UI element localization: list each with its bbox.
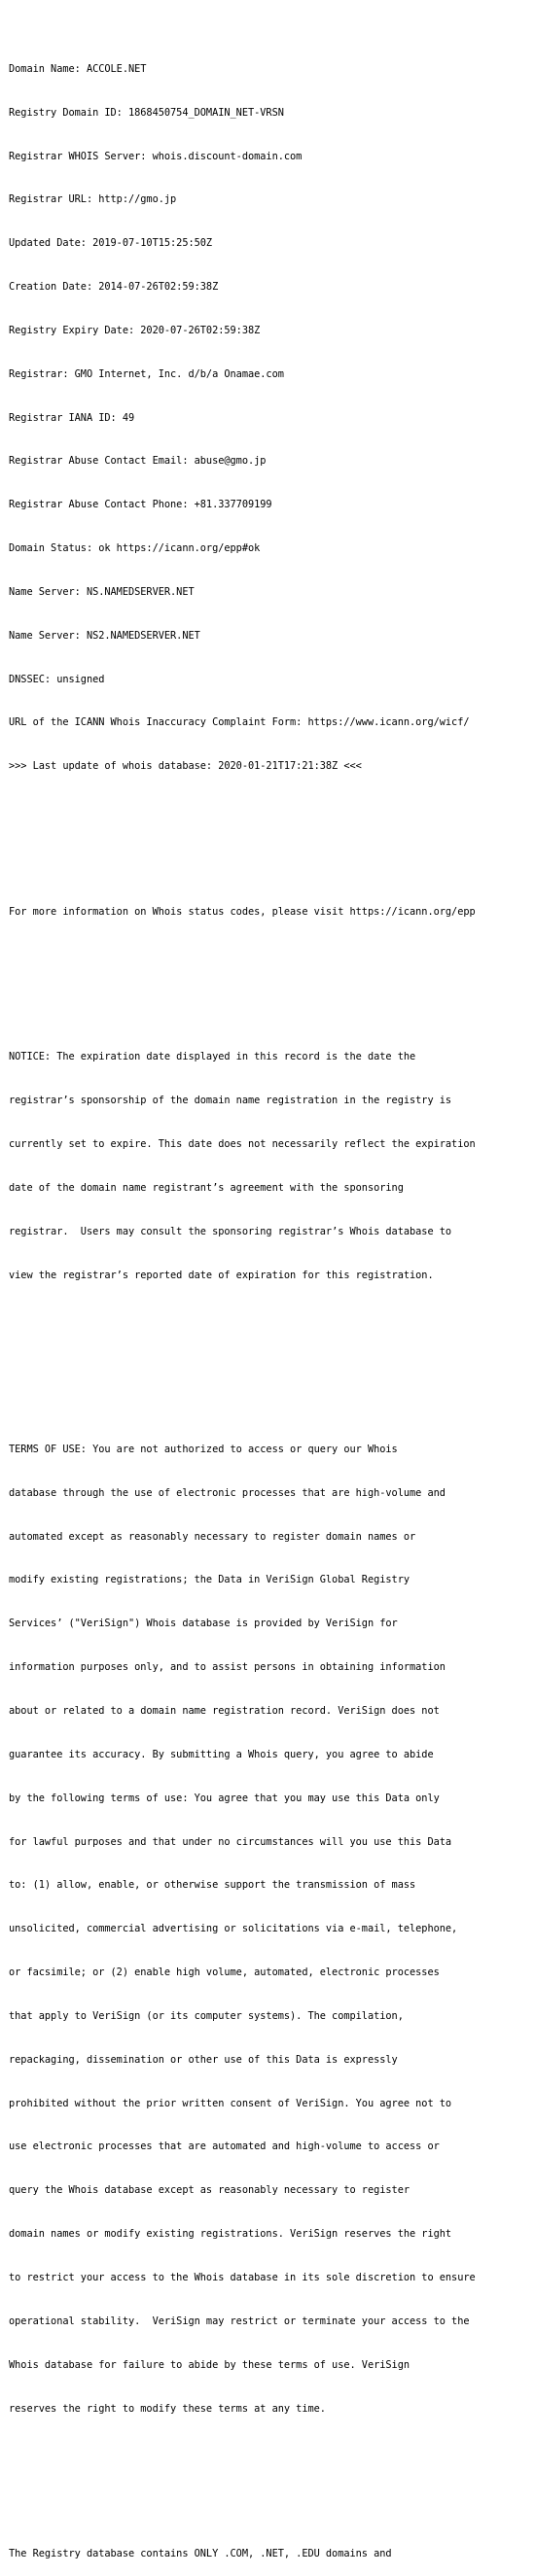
registrar-iana-id-line: Registrar IANA ID: 49 — [9, 411, 135, 424]
blank-line — [9, 2489, 532, 2503]
notice-line: currently set to expire. This date does not necessarily reflect the expiration — [9, 1138, 476, 1150]
terms-line: query the Whois database except as reasonably necessary to register — [9, 2184, 410, 2197]
terms-line: unsolicited, commercial advertising or solicitations via e-mail, telephone, — [9, 1923, 458, 1935]
domain-name-line: Domain Name: ACCOLE.NET — [9, 62, 147, 75]
terms-line: for lawful purposes and that under no circumstances will you use this Data — [9, 1835, 452, 1848]
registry-expiry-date-line: Registry Expiry Date: 2020-07-26T02:59:38Z — [9, 324, 261, 336]
terms-line: reserves the right to modify these terms at any time. — [9, 2402, 326, 2415]
terms-line: prohibited without the prior written consent of VeriSign. You agree not to — [9, 2097, 452, 2109]
terms-line: by the following terms of use: You agree that you may use this Data only — [9, 1792, 440, 1804]
terms-line: to: (1) allow, enable, or otherwise support the transmission of mass — [9, 1879, 416, 1892]
terms-line: repackaging, dissemination or other use of this Data is expressly — [9, 2053, 398, 2066]
notice-line: view the registrar’s reported date of expiration for this registration. — [9, 1269, 434, 1281]
last-update-line: >>> Last update of whois database: 2020-01-21T17:21:38Z <<< — [9, 760, 362, 773]
blank-line — [9, 963, 532, 978]
abuse-contact-phone-line: Registrar Abuse Contact Phone: +81.337709199 — [9, 499, 272, 511]
terms-line: automated except as reasonably necessary to register domain names or — [9, 1530, 416, 1543]
registrar-whois-server-line: Registrar WHOIS Server: whois.discount-domain.com — [9, 150, 303, 162]
terms-line: database through the use of electronic processes that are high-volume and — [9, 1486, 446, 1499]
registry-domain-id-line: Registry Domain ID: 1868450754_DOMAIN_NET-VRSN — [9, 106, 284, 119]
blank-line — [9, 847, 532, 861]
terms-line: or facsimile; or (2) enable high volume, automated, electronic processes — [9, 1967, 440, 1979]
terms-line: guarantee its accuracy. By submitting a Whois query, you agree to abide — [9, 1748, 434, 1760]
status-info-line: For more information on Whois status codes, please visit https://icann.org/epp — [9, 905, 476, 918]
updated-date-line: Updated Date: 2019-07-10T15:25:50Z — [9, 237, 213, 250]
notice-line: registrar. Users may consult the sponsoring registrar’s Whois database to — [9, 1225, 452, 1237]
registrar-url-line: Registrar URL: http://gmo.jp — [9, 193, 177, 206]
terms-line: about or related to a domain name registration record. VeriSign does not — [9, 1705, 440, 1717]
terms-line: modify existing registrations; the Data in VeriSign Global Registry — [9, 1574, 410, 1586]
name-server-line: Name Server: NS2.NAMEDSERVER.NET — [9, 629, 200, 642]
terms-line: that apply to VeriSign (or its computer systems). The compilation, — [9, 2009, 404, 2022]
icann-complaint-form-line: URL of the ICANN Whois Inaccuracy Complaint Form: https://www.icann.org/wicf/ — [9, 716, 470, 729]
abuse-contact-email-line: Registrar Abuse Contact Email: abuse@gmo.jp — [9, 455, 267, 468]
terms-line: information purposes only, and to assist persons in obtaining information — [9, 1661, 446, 1674]
whois-header-block — [9, 33, 532, 803]
terms-of-use-paragraph — [9, 1413, 532, 2445]
creation-date-line: Creation Date: 2014-07-26T02:59:38Z — [9, 281, 219, 294]
notice-line: registrar’s sponsorship of the domain name registration in the registry is — [9, 1095, 452, 1107]
name-server-line: Name Server: NS.NAMEDSERVER.NET — [9, 585, 195, 598]
terms-line: domain names or modify existing registrations. VeriSign reserves the right — [9, 2228, 452, 2241]
domain-status-line: Domain Status: ok https://icann.org/epp#ok — [9, 542, 261, 555]
terms-line: use electronic processes that are automated and high-volume to access or — [9, 2141, 440, 2153]
terms-line: to restrict your access to the Whois database in its sole discretion to ensure — [9, 2271, 476, 2283]
terms-line: operational stability. VeriSign may restrict or terminate your access to the — [9, 2315, 470, 2327]
notice-line: NOTICE: The expiration date displayed in this record is the date the — [9, 1051, 416, 1063]
blank-line — [9, 1355, 532, 1370]
registry-footer-line: The Registry database contains ONLY .COM, .NET, .EDU domains and — [9, 2548, 392, 2559]
terms-line: Services’ ("VeriSign") Whois database is provided by VeriSign for — [9, 1618, 398, 1630]
terms-line: Whois database for failure to abide by these terms of use. VeriSign — [9, 2358, 410, 2371]
terms-line: TERMS OF USE: You are not authorized to access or query our Whois — [9, 1443, 398, 1455]
dnssec-line: DNSSEC: unsigned — [9, 673, 105, 685]
whois-record — [9, 4, 532, 2576]
registrar-line: Registrar: GMO Internet, Inc. d/b/a Onamae.com — [9, 367, 284, 380]
notice-line: date of the domain name registrant’s agreement with the sponsoring — [9, 1181, 404, 1194]
notice-paragraph — [9, 1021, 532, 1311]
